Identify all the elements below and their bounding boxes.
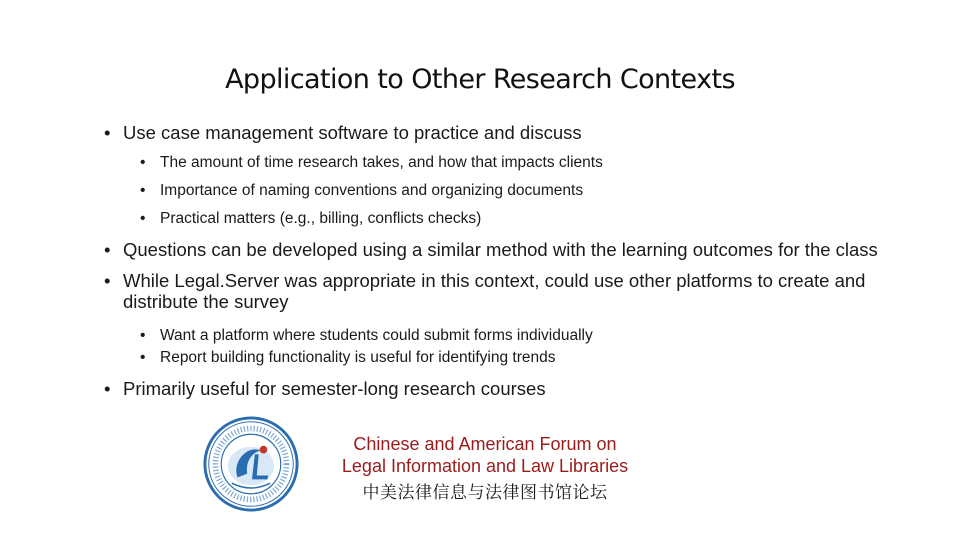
- slide-body: [100, 120, 920, 399]
- slide-title: Application to Other Research Contexts: [225, 64, 735, 95]
- sub-bullet-practical-matters: • Practical matters (e.g., billing, conflicts checks): [100, 209, 920, 229]
- sub-bullet-submit-forms: • Want a platform where students could submit forms individually: [100, 326, 920, 346]
- sub-bullet-report-building: • Report building functionality is useful for identifying trends: [100, 348, 920, 368]
- sub-bullet-list-1: [100, 153, 920, 229]
- forum-name-line-2: Legal Information and Law Libraries: [341, 456, 629, 476]
- bullet-case-management: • Use case management software to practice and discuss: [100, 122, 920, 143]
- bullet-questions-method: • Questions can be developed using a similar method with the learning outcomes for the class: [100, 239, 920, 260]
- sub-bullet-naming-conventions: • Importance of naming conventions and organizing documents: [100, 181, 920, 201]
- bullet-semester-long: • Primarily useful for semester-long research courses: [100, 378, 920, 399]
- forum-name-chinese: 中美法律信息与法律图书馆论坛: [362, 483, 608, 503]
- forum-seal-logo: [203, 416, 299, 512]
- forum-name-english: [310, 433, 660, 477]
- sub-bullet-time-research: • The amount of time research takes, and how that impacts clients: [100, 153, 920, 173]
- sub-bullet-list-2: [100, 326, 920, 368]
- bullet-legal-server: • While Legal.Server was appropriate in this context, could use other platforms to create and distribute the survey: [100, 270, 920, 312]
- forum-name-line-1: Chinese and American Forum on: [353, 434, 617, 454]
